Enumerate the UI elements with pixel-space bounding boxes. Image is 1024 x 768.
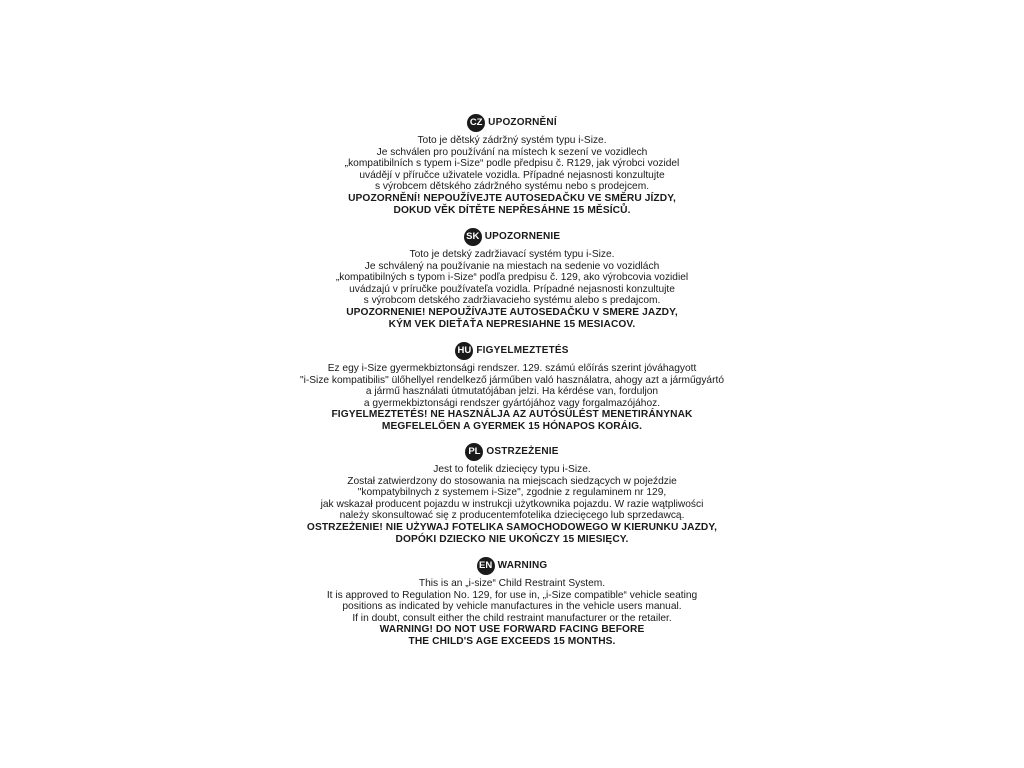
section-header [0,228,1024,246]
body-line: „kompatibilních s typem i-Size“ podle předpisu č. R129, jak výrobci vozidel [344,158,680,170]
section-header [0,342,1024,360]
warning-line: OSTRZEŻENIE! NIE UŻYWAJ FOTELIKA SAMOCHODOWEGO W KIERUNKU JAZDY, [306,521,718,533]
section-heading: UPOZORNĚNÍ [488,117,557,129]
language-badge-cz: CZ [467,114,485,132]
body-line: Je schválen pro používání na místech k sezení ve vozidlech [376,146,648,158]
body-line: positions as indicated by vehicle manufactures in the vehicle users manual. [342,601,682,613]
section-heading: WARNING [497,560,548,572]
body-line: należy skonsultować się z producentemfotelika dziecięcego lub sprzedawcą. [339,510,685,522]
warning-line: MEGFELELŐEN A GYERMEK 15 HÓNAPOS KORÁIG. [381,420,643,432]
body-line: „kompatibilných s typom i-Size“ podľa predpisu č. 129, ako výrobcovia vozidiel [335,272,689,284]
warning-line: THE CHILD'S AGE EXCEEDS 15 MONTHS. [408,635,616,647]
body-line: "i-Size kompatibilis" ülőhellyel rendelkező járműben való használatra, ahogy azt a járműgyártó [299,374,724,386]
body-line: jak wskazał producent pojazdu w instrukcji użytkownika pojazdu. W razie wątpliwości [320,498,704,510]
section-heading: FIGYELMEZTETÉS [476,345,569,357]
body-line: Ez egy i-Size gyermekbiztonsági rendszer. 129. számú előírás szerint jóváhagyott [327,363,697,374]
body-line: Jest to fotelik dziecięcy typu i-Size. [433,464,591,475]
body-line: If in doubt, consult either the child restraint manufacturer or the retailer. [352,612,672,624]
warning-line: UPOZORNENIE! NEPOUŽÍVAJTE AUTOSEDAČKU V SMERE JAZDY, [346,306,678,318]
warning-line: DOPÓKI DZIECKO NIE UKOŃCZY 15 MIESIĘCY. [395,533,629,545]
section-cz [0,114,1024,216]
body-line: uvádzajú v príručke používateľa vozidla. Prípadné nejasnosti konzultujte [349,283,675,295]
body-line: Toto je dětský zádržný systém typu i-Size. [417,135,607,146]
section-header [0,443,1024,461]
section-heading: UPOZORNENIE [484,231,561,243]
body-line: Został zatwierdzony do stosowania na miejscach siedzących w pojeździe [347,475,677,487]
body-line: uvádějí v příručce uživatele vozidla. Případné nejasnosti konzultujte [359,169,665,181]
section-sk [0,228,1024,330]
language-badge-sk: SK [464,228,482,246]
warning-line: WARNING! DO NOT USE FORWARD FACING BEFORE [379,624,645,636]
section-header [0,557,1024,575]
body-line: s výrobcem dětského zádržného systému nebo s prodejcem. [374,181,650,193]
body-line: It is approved to Regulation No. 129, for use in, „i-Size compatible“ vehicle seating [326,589,698,601]
language-badge-en: EN [477,557,495,575]
warning-line: FIGYELMEZTETÉS! NE HASZNÁLJA AZ AUTÓSÜLÉST MENETIRÁNYNAK [331,409,693,421]
body-line: This is an „i-size“ Child Restraint System. [418,578,606,589]
body-line: "kompatybilnych z systemem i-Size", zgodnie z regulaminem nr 129, [357,487,667,499]
language-badge-hu: HU [455,342,473,360]
body-line: a jármű használati útmutatójában jelzi. Ha kérdése van, forduljon [365,386,659,398]
body-line: Je schválený na používanie na miestach na sedenie vo vozidlách [364,260,660,272]
warning-line: UPOZORNĚNÍ! NEPOUŽÍVEJTE AUTOSEDAČKU VE SMĚRU JÍZDY, [348,192,676,204]
section-pl [0,443,1024,545]
warning-line: DOKUD VĚK DÍTĚTE NEPŘESÁHNE 15 MĚSÍCŮ. [393,204,631,216]
section-hu [0,342,1024,433]
section-header [0,114,1024,132]
body-line: Toto je detský zadržiavací systém typu i-Size. [409,249,615,260]
body-line: s výrobcom detského zadržiavacieho systému alebo s predajcom. [363,295,661,307]
body-line: a gyermekbiztonsági rendszer gyártójához vagy forgalmazójához. [363,397,661,409]
warning-line: KÝM VEK DIEŤAŤA NEPRESIAHNE 15 MESIACOV. [388,318,636,330]
section-heading: OSTRZEŻENIE [486,446,559,458]
language-badge-pl: PL [465,443,483,461]
section-en [0,557,1024,648]
